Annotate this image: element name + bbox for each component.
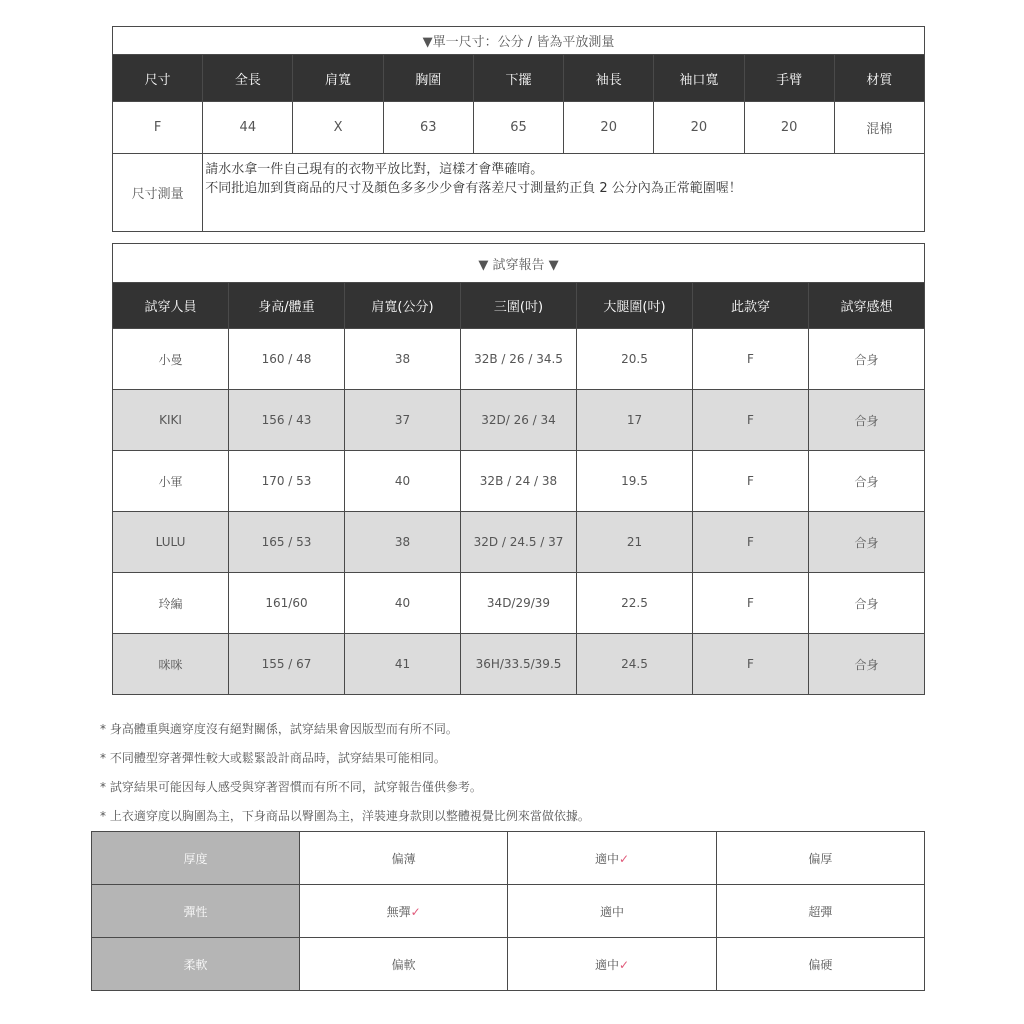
fit-cell: 41 <box>345 634 461 695</box>
fit-cell: 小曼 <box>113 329 229 390</box>
feel-option-label: 適中 <box>594 851 619 866</box>
fit-cell: 165 / 53 <box>229 512 345 573</box>
size-cell: 44 <box>203 102 293 154</box>
feel-option-label: 偏硬 <box>808 957 833 972</box>
size-header: 尺寸 <box>113 55 203 102</box>
measure-note-line: 不同批追加到貨商品的尺寸及顏色多多少少會有落差尺寸測量約正負 2 公分內為正常範圍喔！ <box>205 181 742 196</box>
fit-header: 大腿圍(吋) <box>577 283 693 329</box>
fit-cell: 合身 <box>809 451 925 512</box>
table-row <box>113 390 925 451</box>
fit-cell: 玲編 <box>113 573 229 634</box>
fit-cell: 38 <box>345 512 461 573</box>
fit-cell: 合身 <box>809 390 925 451</box>
size-header: 全長 <box>203 55 293 102</box>
feel-option-label: 偏厚 <box>808 851 833 866</box>
notes-list <box>100 718 590 834</box>
table-row <box>113 634 925 695</box>
table-row <box>113 512 925 573</box>
note-item: * 試穿結果可能因每人感受與穿著習慣而有所不同，試穿報告僅供參考。 <box>100 780 482 794</box>
feel-option <box>716 885 924 938</box>
fit-cell: F <box>693 329 809 390</box>
fit-cell: 40 <box>345 573 461 634</box>
check-icon: ✓ <box>618 851 630 866</box>
fit-header: 肩寬(公分) <box>345 283 461 329</box>
fit-header: 身高/體重 <box>229 283 345 329</box>
measure-note <box>203 154 925 232</box>
fit-cell: 32D / 24.5 / 37 <box>461 512 577 573</box>
fabric-feel-table <box>91 831 925 991</box>
fit-cell: 32B / 24 / 38 <box>461 451 577 512</box>
size-table-caption: ▼單一尺寸：公分 / 皆為平放測量 <box>113 27 925 55</box>
fit-cell: 咪咪 <box>113 634 229 695</box>
feel-option <box>300 938 508 991</box>
measure-note-line: 請水水拿一件自己現有的衣物平放比對，這樣才會準確唷。 <box>205 162 544 177</box>
table-row <box>113 573 925 634</box>
feel-option <box>508 832 716 885</box>
size-cell: F <box>113 102 203 154</box>
feel-option-label: 超彈 <box>808 904 833 919</box>
fit-cell: 22.5 <box>577 573 693 634</box>
fit-cell: F <box>693 634 809 695</box>
fit-cell: 155 / 67 <box>229 634 345 695</box>
feel-option-label: 無彈 <box>386 904 411 919</box>
fit-report-table <box>112 243 925 695</box>
measure-label: 尺寸測量 <box>113 154 203 232</box>
fit-cell: 170 / 53 <box>229 451 345 512</box>
table-row <box>92 938 925 991</box>
fit-cell: 小軍 <box>113 451 229 512</box>
fit-header: 試穿人員 <box>113 283 229 329</box>
table-row <box>92 885 925 938</box>
feel-option-label: 偏軟 <box>391 957 416 972</box>
size-header: 肩寬 <box>293 55 383 102</box>
fit-header: 試穿感想 <box>809 283 925 329</box>
feel-option <box>716 832 924 885</box>
fit-cell: LULU <box>113 512 229 573</box>
size-cell: 20 <box>744 102 834 154</box>
table-row <box>113 451 925 512</box>
fit-report-caption: ▼ 試穿報告 ▼ <box>113 244 925 283</box>
fit-cell: KIKI <box>113 390 229 451</box>
fit-cell: F <box>693 512 809 573</box>
size-cell: X <box>293 102 383 154</box>
size-cell: 混棉 <box>834 102 924 154</box>
feel-label: 厚度 <box>92 832 300 885</box>
size-cell: 20 <box>654 102 744 154</box>
fit-cell: F <box>693 451 809 512</box>
fit-cell: 24.5 <box>577 634 693 695</box>
note-item: * 身高體重與適穿度沒有絕對關係，試穿結果會因版型而有所不同。 <box>100 722 458 736</box>
table-row <box>113 329 925 390</box>
fit-cell: 40 <box>345 451 461 512</box>
fit-cell: 32D/ 26 / 34 <box>461 390 577 451</box>
fit-cell: 34D/29/39 <box>461 573 577 634</box>
feel-option <box>508 938 716 991</box>
feel-option-label: 適中 <box>599 904 624 919</box>
fit-cell: 合身 <box>809 512 925 573</box>
feel-option <box>508 885 716 938</box>
fit-header: 此款穿 <box>693 283 809 329</box>
fit-cell: 17 <box>577 390 693 451</box>
fit-cell: 合身 <box>809 329 925 390</box>
size-cell: 65 <box>473 102 563 154</box>
note-item: * 上衣適穿度以胸圍為主，下身商品以臀圍為主，洋裝連身款則以整體視覺比例來當做依據。 <box>100 809 590 823</box>
size-cell: 63 <box>383 102 473 154</box>
note-item: * 不同體型穿著彈性較大或鬆緊設計商品時，試穿結果可能相同。 <box>100 751 446 765</box>
fit-cell: 合身 <box>809 573 925 634</box>
fit-cell: 161/60 <box>229 573 345 634</box>
fit-cell: 38 <box>345 329 461 390</box>
fit-cell: 合身 <box>809 634 925 695</box>
size-header: 胸圍 <box>383 55 473 102</box>
fit-cell: 37 <box>345 390 461 451</box>
size-header: 下擺 <box>473 55 563 102</box>
size-header: 袖口寬 <box>654 55 744 102</box>
fit-cell: 156 / 43 <box>229 390 345 451</box>
fit-header: 三圍(吋) <box>461 283 577 329</box>
size-header: 手臂 <box>744 55 834 102</box>
size-header: 材質 <box>834 55 924 102</box>
feel-option-label: 偏薄 <box>391 851 416 866</box>
feel-option <box>300 832 508 885</box>
check-icon: ✓ <box>618 957 630 972</box>
feel-label: 彈性 <box>92 885 300 938</box>
fit-cell: 21 <box>577 512 693 573</box>
fit-cell: 36H/33.5/39.5 <box>461 634 577 695</box>
fit-cell: 160 / 48 <box>229 329 345 390</box>
feel-option <box>300 885 508 938</box>
size-cell: 20 <box>564 102 654 154</box>
fit-cell: 20.5 <box>577 329 693 390</box>
check-icon: ✓ <box>410 904 421 919</box>
feel-option <box>716 938 924 991</box>
table-row <box>92 832 925 885</box>
fit-cell: 32B / 26 / 34.5 <box>461 329 577 390</box>
size-header: 袖長 <box>564 55 654 102</box>
feel-label: 柔軟 <box>92 938 300 991</box>
fit-cell: F <box>693 390 809 451</box>
fit-cell: 19.5 <box>577 451 693 512</box>
size-table <box>112 26 925 232</box>
feel-option-label: 適中 <box>594 957 619 972</box>
fit-cell: F <box>693 573 809 634</box>
